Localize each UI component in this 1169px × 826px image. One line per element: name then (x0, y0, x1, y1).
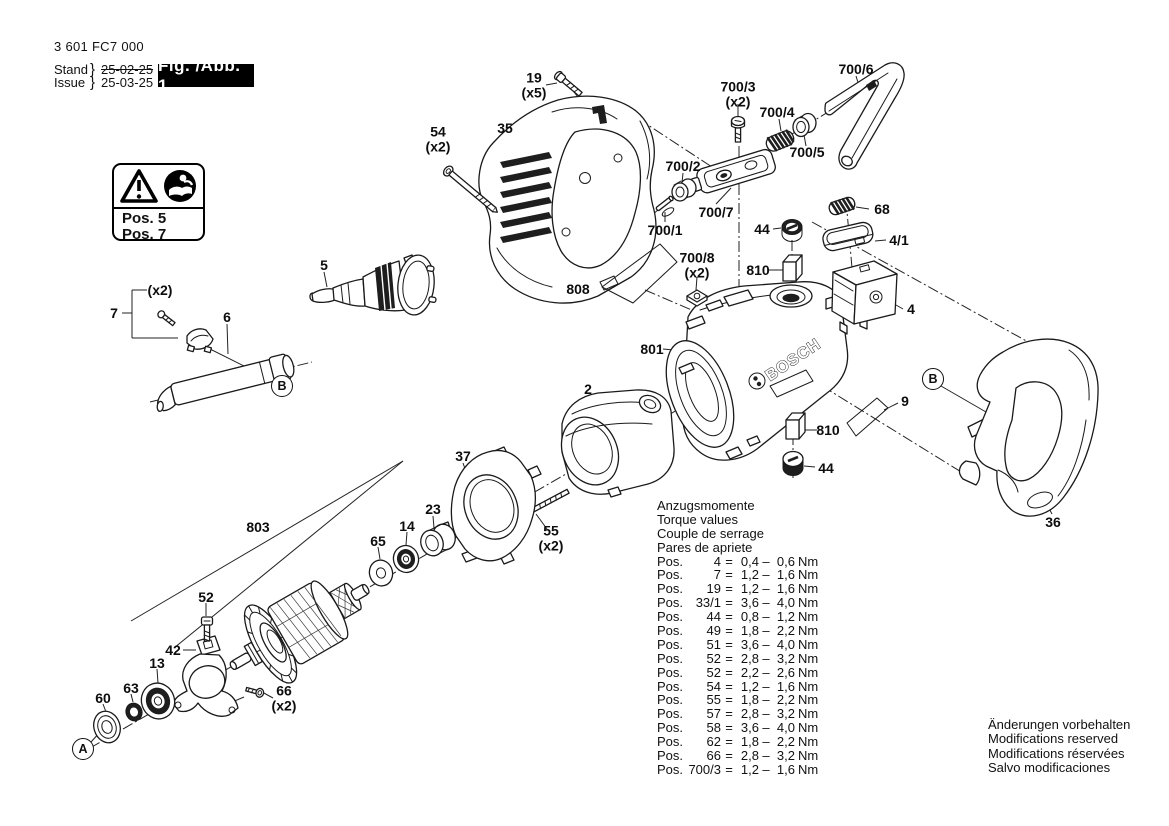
torque-table-title: Couple de serrage (657, 525, 764, 541)
read-manual-icon (162, 168, 198, 204)
tt-pos: Pos. (657, 636, 684, 652)
part-2-stator (551, 390, 674, 497)
tt-eq: = (725, 581, 733, 597)
torque-table (657, 499, 818, 777)
part-810-carbon-brush-bottom (786, 413, 805, 439)
tt-unit: Nm (798, 553, 819, 569)
part-label-810-17: 810 (746, 261, 770, 278)
tt-num: 58 (706, 720, 721, 736)
part-42-bearing-bracket (174, 636, 238, 716)
issue-date: 25-03-25 (101, 74, 154, 90)
tt-unit: Nm (798, 678, 819, 694)
tt-min: 1,2 (740, 678, 759, 694)
tt-eq: = (725, 748, 733, 764)
part-label-6-6: 6 (223, 308, 231, 325)
tt-eq: = (725, 623, 733, 639)
torque-row (657, 749, 818, 763)
part-label-60-37: 60 (95, 689, 111, 706)
tt-dash: – (762, 748, 770, 764)
tt-eq: = (725, 734, 733, 750)
view-marker-A-0: A (72, 738, 94, 760)
tt-pos: Pos. (657, 581, 684, 597)
tt-pos: Pos. (657, 623, 684, 639)
tt-min: 3,6 (740, 595, 759, 611)
tt-eq: = (725, 706, 733, 722)
tt-num: 62 (706, 734, 721, 750)
tt-dash: – (762, 664, 770, 680)
brace-glyph: } (90, 73, 96, 91)
torque-table-title: Anzugsmomente (657, 498, 755, 513)
tt-min: 2,8 (740, 748, 759, 764)
tt-eq: = (725, 720, 733, 736)
tt-pos: Pos. (657, 650, 684, 666)
tt-min: 1,8 (740, 692, 759, 708)
tt-num: 19 (706, 581, 721, 597)
part-label-37-27: 37 (455, 447, 471, 464)
tt-dash: – (762, 623, 770, 639)
torque-row (657, 638, 818, 652)
tt-dash: – (762, 761, 770, 777)
tt-eq: = (725, 553, 733, 569)
tt-unit: Nm (798, 748, 819, 764)
part-label-36-25: 36 (1045, 513, 1061, 530)
tt-dash: – (762, 706, 770, 722)
part-label-808-19: 808 (566, 280, 590, 297)
part-66-screw (245, 685, 264, 698)
tt-dash: – (762, 720, 770, 736)
part-19-screw (553, 70, 583, 98)
tt-num: 54 (706, 678, 721, 694)
warning-positions (114, 209, 203, 243)
tt-pos: Pos. (657, 609, 684, 625)
warning-triangle-icon (120, 168, 158, 204)
torque-row (657, 568, 818, 582)
tt-dash: – (762, 609, 770, 625)
figure-badge: Fig. /Abb. 1 (158, 64, 254, 87)
part-13-ball-bearing (137, 679, 180, 723)
modifications-line: Änderungen vorbehalten (988, 717, 1131, 732)
tt-eq: = (725, 636, 733, 652)
tt-min: 0,4 (740, 553, 759, 569)
tt-eq: = (725, 595, 733, 611)
torque-row (657, 555, 818, 569)
torque-row (657, 735, 818, 749)
tt-min: 2,8 (740, 650, 759, 666)
tt-pos: Pos. (657, 706, 684, 722)
tt-pos: Pos. (657, 567, 684, 583)
part-37-fan-baffle (440, 447, 541, 564)
tt-unit: Nm (798, 609, 819, 625)
warning-pos-line: Pos. 7 (122, 226, 167, 243)
tt-max: 1,2 (776, 609, 795, 625)
part-700-7-rail (688, 148, 777, 197)
tt-pos: Pos. (657, 720, 684, 736)
tt-num: 7 (713, 567, 721, 583)
part-4-1-slider-button (821, 221, 874, 253)
tt-pos: Pos. (657, 678, 684, 694)
part-label-810-23: 810 (816, 421, 840, 438)
tt-num: 51 (706, 636, 721, 652)
part-label-35-2: 35 (497, 119, 513, 136)
warning-box (112, 163, 205, 241)
tt-unit: Nm (798, 623, 819, 639)
tt-pos: Pos. (657, 734, 684, 750)
tt-pos: Pos. (657, 748, 684, 764)
part-label-803-32: 803 (246, 518, 270, 535)
tt-max: 2,2 (776, 623, 795, 639)
part-number: 3 601 FC7 000 (54, 39, 144, 54)
part-label-2-26: 2 (584, 380, 592, 397)
part-label-7002-11: 700/2 (665, 157, 701, 174)
part-label-14-29: 14 (399, 517, 415, 534)
part-700-6-handle-bow (825, 60, 904, 169)
tt-max: 1,6 (776, 761, 795, 777)
tt-dash: – (762, 567, 770, 583)
part-36-handle (959, 339, 1098, 516)
tt-min: 1,8 (740, 623, 759, 639)
tt-unit: Nm (798, 706, 819, 722)
torque-table-title: Torque values (657, 511, 738, 527)
part-700-3-screw (732, 117, 745, 143)
part-803-armature (209, 550, 390, 705)
tt-dash: – (762, 636, 770, 652)
part-label-7007-12: 700/7 (698, 203, 734, 220)
part-label-65-30: 65 (370, 532, 386, 549)
view-marker-B-1: B (271, 375, 293, 397)
tt-pos: Pos. (657, 595, 684, 611)
part-44-brush-cap-bottom (783, 452, 803, 476)
tt-min: 1,8 (740, 734, 759, 750)
part-label-66-38: 66 (x2) (271, 682, 297, 713)
tt-max: 3,2 (776, 706, 795, 722)
tt-max: 2,6 (776, 664, 795, 680)
tt-num: 52 (706, 650, 721, 666)
part-label-44-24: 44 (818, 459, 834, 476)
tt-unit: Nm (798, 720, 819, 736)
tt-max: 3,2 (776, 650, 795, 666)
modifications-line: Salvo modificaciones (988, 760, 1111, 776)
part-label-55-31: 55 (x2) (538, 522, 564, 553)
part-label-4-21: 4 (907, 300, 915, 317)
stand-label: Stand (54, 61, 88, 77)
part-label-42-34: 42 (165, 641, 181, 658)
part-label-68-14: 68 (874, 200, 890, 217)
tt-pos: Pos. (657, 553, 684, 569)
part-label-7008-18: 700/8 (x2) (679, 249, 715, 280)
modifications-note (988, 718, 1130, 776)
part-7-cord-clamp (157, 309, 213, 352)
tt-min: 3,6 (740, 720, 759, 736)
tt-max: 1,6 (776, 567, 795, 583)
part-label-41-16: 4/1 (889, 231, 909, 248)
part-label-44-15: 44 (754, 220, 770, 237)
tt-pos: Pos. (657, 664, 684, 680)
bosch-logo-text: BOSCH (762, 335, 825, 385)
tt-max: 4,0 (776, 636, 795, 652)
tt-max: 4,0 (776, 720, 795, 736)
part-68-spring (828, 196, 857, 216)
part-label-x2-4: (x2) (147, 281, 173, 298)
tt-unit: Nm (798, 761, 819, 777)
tt-unit: Nm (798, 636, 819, 652)
tt-eq: = (725, 609, 733, 625)
torque-table-title: Pares de apriete (657, 539, 753, 555)
tt-num: 57 (706, 706, 721, 722)
part-label-7001-13: 700/1 (647, 221, 683, 238)
tt-dash: – (762, 692, 770, 708)
tt-eq: = (725, 692, 733, 708)
tt-unit: Nm (798, 595, 819, 611)
tt-min: 3,6 (740, 636, 759, 652)
part-label-63-36: 63 (123, 679, 139, 696)
torque-row (657, 693, 818, 707)
torque-row (657, 624, 818, 638)
tt-dash: – (762, 734, 770, 750)
tt-num: 33/1 (695, 595, 721, 611)
tt-max: 0,6 (776, 553, 795, 569)
modifications-line: Modifications réservées (988, 745, 1125, 761)
part-label-7-5: 7 (110, 304, 118, 321)
part-label-7004-8: 700/4 (759, 103, 795, 120)
part-label-23-28: 23 (425, 500, 441, 517)
torque-row (657, 721, 818, 735)
tt-unit: Nm (798, 581, 819, 597)
torque-row (657, 666, 818, 680)
tt-min: 1,2 (740, 581, 759, 597)
tt-max: 3,2 (776, 748, 795, 764)
part-700-5-ring (793, 114, 816, 137)
tt-min: 2,8 (740, 706, 759, 722)
tt-num: 700/3 (688, 761, 721, 777)
issue-label: Issue (54, 74, 86, 90)
part-810-carbon-brush-top (783, 255, 802, 281)
part-label-9-22: 9 (901, 392, 909, 409)
part-44-brush-cap-top (782, 220, 802, 242)
tt-min: 2,2 (740, 664, 759, 680)
tt-max: 2,2 (776, 734, 795, 750)
view-marker-B-2: B (922, 368, 944, 390)
part-65-washer (367, 557, 396, 588)
stand-date: 25-02-25 (101, 61, 154, 77)
tt-num: 66 (706, 748, 721, 764)
tt-eq: = (725, 567, 733, 583)
part-label-801-20: 801 (640, 340, 664, 357)
tt-num: 52 (706, 664, 721, 680)
part-label-13-35: 13 (149, 654, 165, 671)
modifications-line: Modifications reserved (988, 731, 1119, 747)
part-label-19-0: 19 (x5) (521, 69, 547, 100)
part-14-ball-bearing (390, 543, 421, 576)
torque-row (657, 596, 818, 610)
tt-min: 1,2 (740, 567, 759, 583)
part-label-5-3: 5 (320, 256, 328, 273)
part-700-2-grommet (672, 179, 696, 201)
title-block (54, 40, 153, 89)
tt-dash: – (762, 581, 770, 597)
tt-eq: = (725, 678, 733, 694)
tt-dash: – (762, 553, 770, 569)
torque-row (657, 680, 818, 694)
tt-unit: Nm (798, 664, 819, 680)
tt-unit: Nm (798, 734, 819, 750)
tt-num: 4 (713, 553, 721, 569)
part-label-7003-7: 700/3 (x2) (720, 78, 756, 109)
tt-dash: – (762, 678, 770, 694)
tt-unit: Nm (798, 650, 819, 666)
tt-max: 1,6 (776, 678, 795, 694)
tt-eq: = (725, 761, 733, 777)
tt-eq: = (725, 664, 733, 680)
tt-dash: – (762, 650, 770, 666)
tt-max: 4,0 (776, 595, 795, 611)
torque-row (657, 582, 818, 596)
tt-max: 1,6 (776, 581, 795, 597)
part-5-power-plug (309, 253, 437, 316)
tt-eq: = (725, 650, 733, 666)
brace-glyph: } (90, 60, 96, 78)
torque-row (657, 707, 818, 721)
part-label-52-33: 52 (198, 588, 214, 605)
tt-min: 0,8 (740, 609, 759, 625)
warning-pos-line: Pos. 5 (122, 210, 167, 227)
torque-row (657, 763, 818, 777)
part-label-54-1: 54 (x2) (425, 123, 451, 154)
torque-row (657, 652, 818, 666)
tt-num: 44 (706, 609, 721, 625)
tt-dash: – (762, 595, 770, 611)
part-label-7005-10: 700/5 (789, 143, 825, 160)
tt-pos: Pos. (657, 761, 684, 777)
tt-min: 1,2 (740, 761, 759, 777)
tt-pos: Pos. (657, 692, 684, 708)
tt-num: 55 (706, 692, 721, 708)
torque-row (657, 610, 818, 624)
tt-unit: Nm (798, 692, 819, 708)
tt-max: 2,2 (776, 692, 795, 708)
part-label-7006-9: 700/6 (838, 60, 874, 77)
part-9-panel (847, 398, 888, 436)
part-60-washer (90, 708, 125, 746)
tt-unit: Nm (798, 567, 819, 583)
tt-num: 49 (706, 623, 721, 639)
